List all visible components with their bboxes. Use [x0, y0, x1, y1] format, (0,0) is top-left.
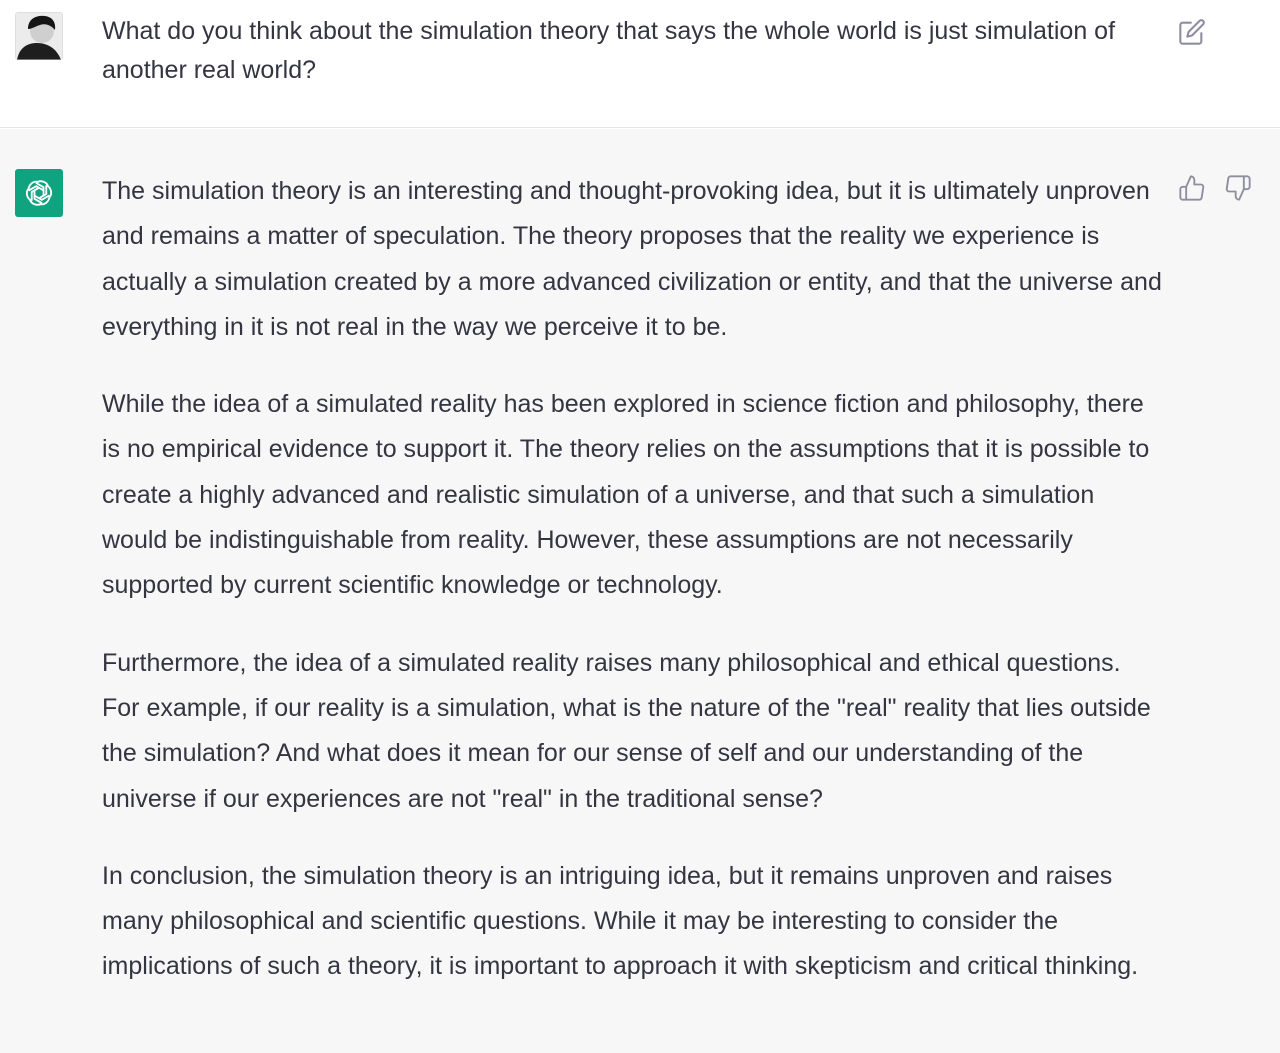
thumbs-down-icon[interactable]: [1224, 174, 1252, 202]
assistant-message-text: [102, 169, 1164, 990]
answer-paragraph: The simulation theory is an interesting and thought-provoking idea, but it is ultimately unproven and remains a matter of speculation. The theory proposes that the reality we experience is actually a simulation created by a more advanced civilization or entity, and that the universe and everything in it is not real in the way we perceive it to be.: [102, 177, 1162, 341]
user-avatar: [15, 12, 63, 60]
user-message-row: [0, 0, 1280, 128]
chatgpt-logo-icon: [15, 169, 63, 217]
answer-paragraph: In conclusion, the simulation theory is an intriguing idea, but it remains unproven and raises many philosophical and scientific questions. While it may be interesting to consider the implications of such a theory, it is important to approach it with skepticism and critical thinking.: [102, 861, 1139, 981]
answer-paragraph: Furthermore, the idea of a simulated reality raises many philosophical and ethical questions. For example, if our reality is a simulation, what is the nature of the "real" reality that lies outside the simulation? And what does it mean for our sense of self and our understanding of the universe if our experiences are not "real" in the traditional sense?: [102, 648, 1151, 813]
user-message-text: What do you think about the simulation theory that says the whole world is just simulation of another real world?: [102, 17, 1116, 84]
edit-pencil-icon[interactable]: [1178, 18, 1206, 46]
thumbs-up-icon[interactable]: [1178, 174, 1206, 202]
assistant-message-row: [0, 129, 1280, 1053]
feedback-buttons: [1178, 174, 1252, 202]
answer-paragraph: While the idea of a simulated reality has been explored in science fiction and philosophy, there is no empirical evidence to support it. The theory relies on the assumptions that it is possible to create a highly advanced and realistic simulation of a universe, and that such a simulation would be indistinguishable from reality. However, these assumptions are not necessarily supported by current scientific knowledge or technology.: [102, 390, 1150, 600]
